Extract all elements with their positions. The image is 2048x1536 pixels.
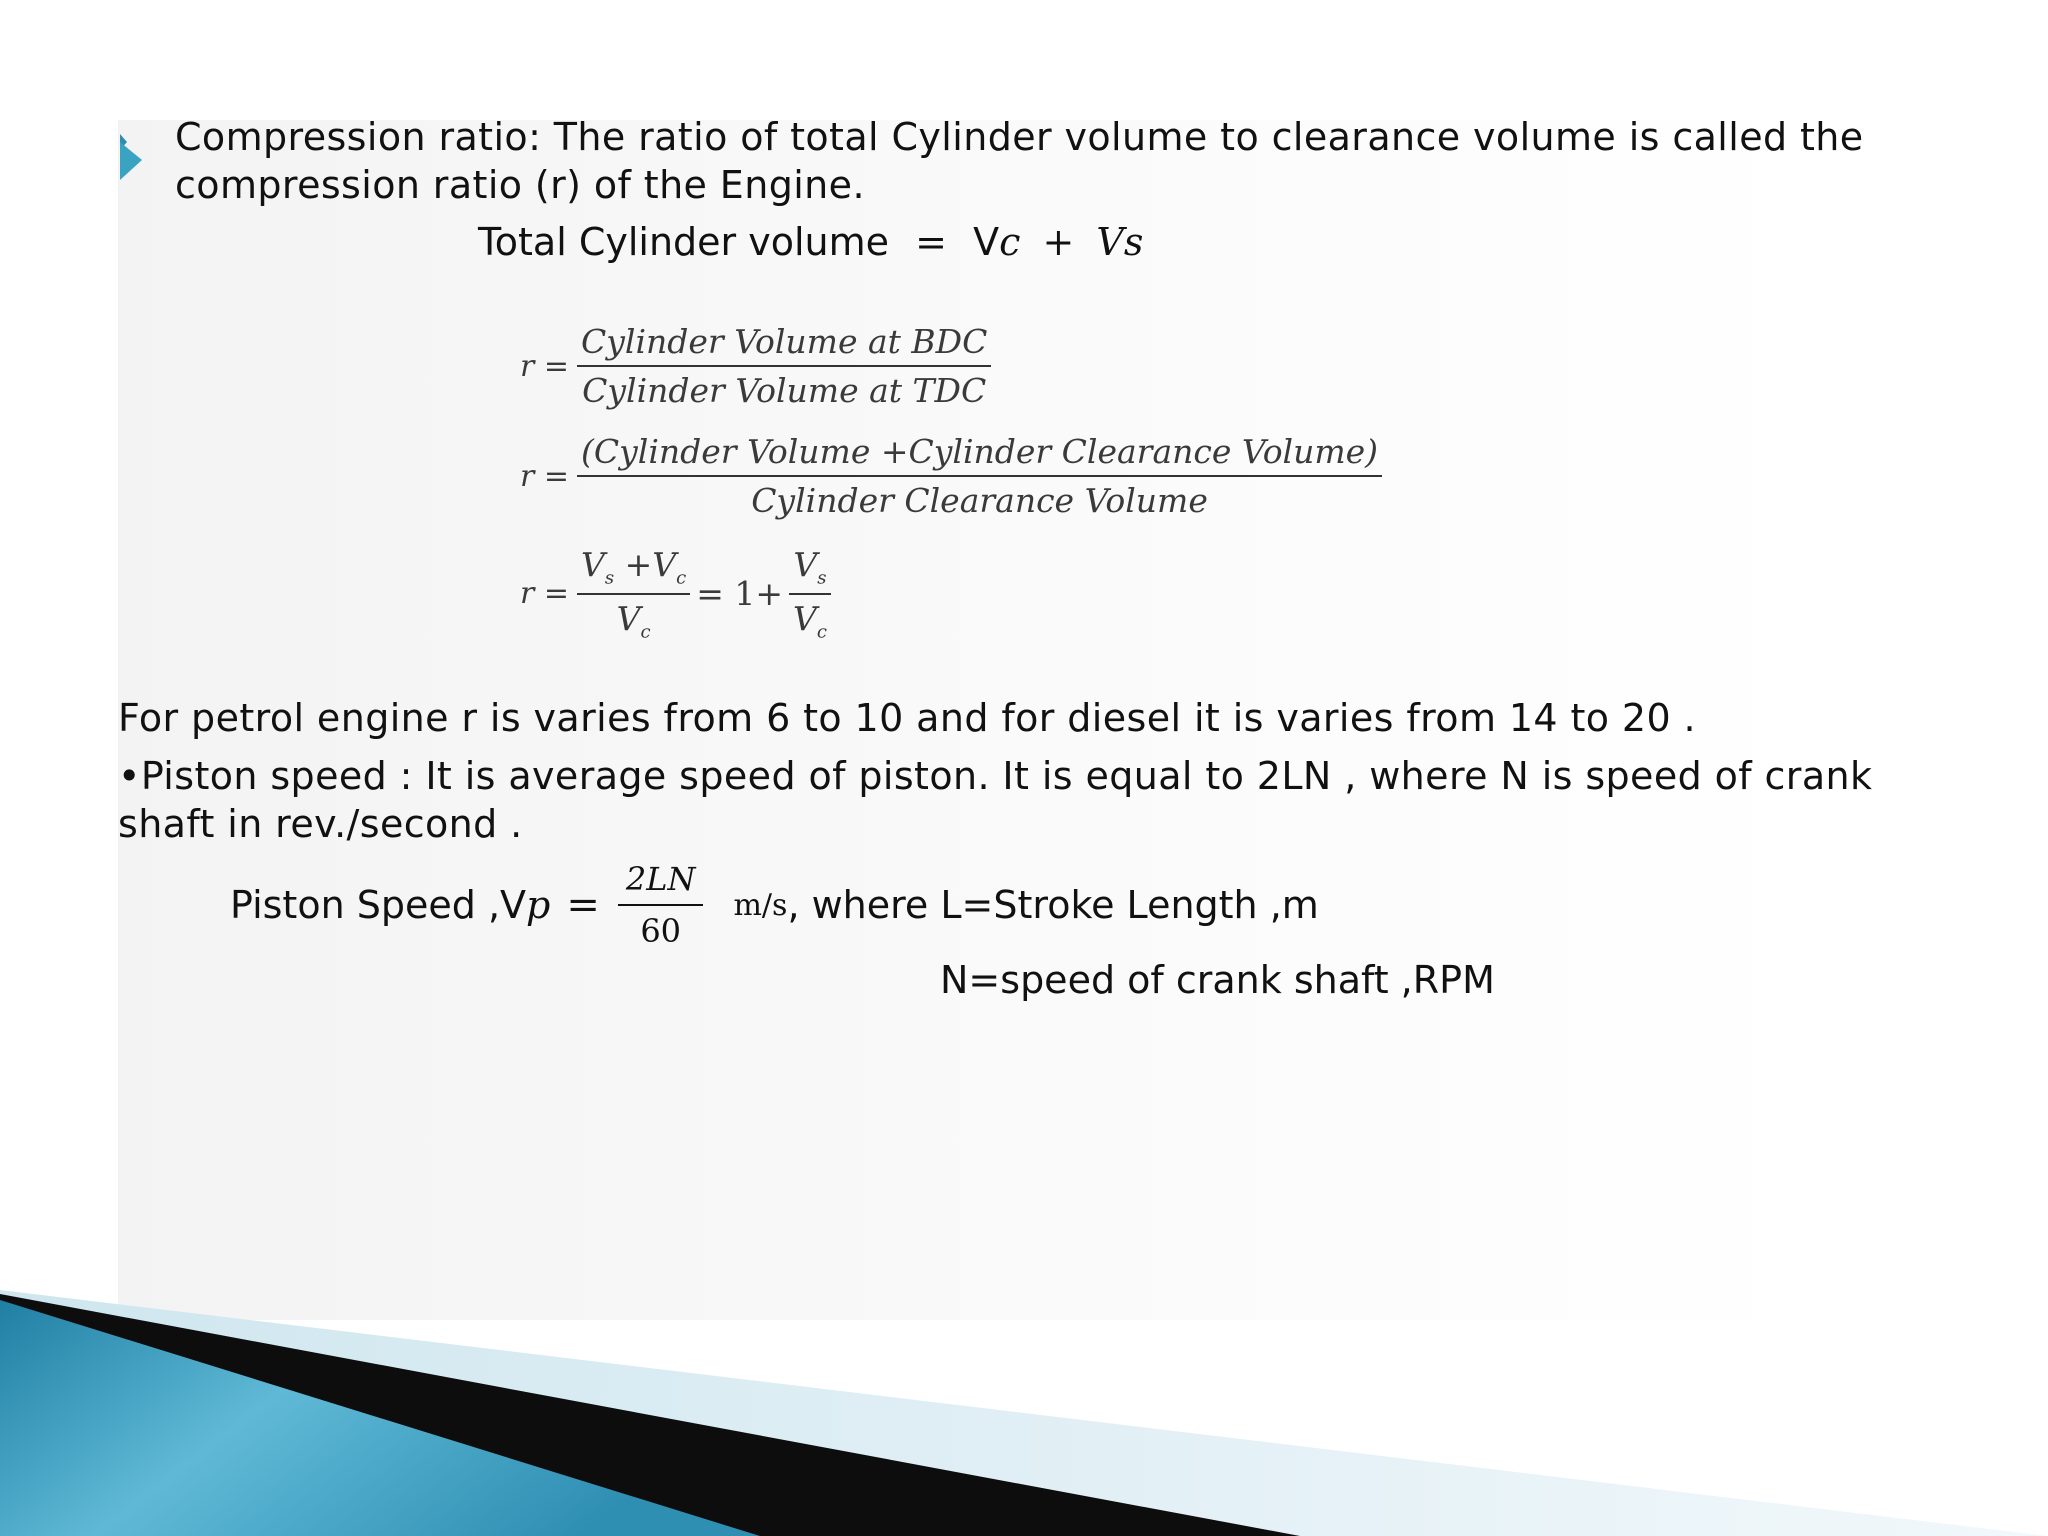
stroke-length-definition: , where L=Stroke Length ,m — [787, 883, 1319, 927]
petrol-diesel-ratio-text: For petrol engine r is varies from 6 to 10 and for diesel it is varies from 14 to 20 . — [118, 696, 1697, 740]
r-equals: r = — [520, 348, 570, 384]
equals-sign: = — [915, 220, 947, 264]
vs-v: V — [793, 545, 818, 584]
equals-one-plus: = 1+ — [696, 574, 783, 614]
vs-sub: s — [604, 567, 615, 589]
vc-v: V — [616, 598, 641, 638]
vs-sub: s — [817, 567, 827, 589]
denominator — [613, 595, 655, 643]
fraction — [577, 432, 1382, 520]
denominator: Cylinder Volume at TDC — [582, 371, 987, 410]
total-volume-label: Total Cylinder volume — [478, 220, 890, 264]
fraction-vs-plus-vc-over-vc — [577, 545, 690, 642]
c-subscript: c — [999, 220, 1021, 264]
v-symbol: V — [973, 220, 1000, 264]
numerator: Cylinder Volume at BDC — [577, 322, 991, 367]
formula-ratio-symbols — [520, 545, 831, 642]
r-equals: r = — [520, 458, 570, 494]
rpm-definition: N=speed of crank shaft ,RPM — [940, 958, 1495, 1002]
fraction — [577, 322, 991, 410]
compression-ratio-line-2: compression ratio (r) of the Engine. — [175, 163, 865, 207]
plus-vc: +V — [614, 545, 677, 584]
vs-symbol: Vs — [1096, 220, 1144, 264]
piston-speed-equation — [230, 860, 1319, 950]
vc-sub: c — [640, 621, 651, 643]
unit-ms: m/s — [733, 887, 788, 923]
decorative-corner — [0, 1280, 2048, 1536]
plus-sign: + — [1042, 220, 1075, 264]
compression-ratio-line-1: Compression ratio: The ratio of total Cylinder volume to clearance volume is called the — [175, 115, 1864, 159]
r-equals: r = — [520, 576, 570, 612]
formula-ratio-bdc-tdc — [520, 322, 991, 410]
piston-speed-line-2: shaft in rev./second . — [118, 802, 523, 846]
vc-sub: c — [676, 567, 687, 589]
formula-ratio-clearance — [520, 432, 1382, 520]
denominator: 60 — [640, 912, 682, 950]
denominator: Cylinder Clearance Volume — [751, 481, 1208, 520]
fraction-2ln-over-60 — [618, 860, 704, 950]
numerator: (Cylinder Volume +Cylinder Clearance Volume) — [577, 432, 1382, 477]
piston-speed-line-1: •Piston speed : It is average speed of piston. It is equal to 2LN , where N is speed of crank — [118, 754, 1873, 798]
numerator — [577, 545, 690, 595]
fraction-vs-over-vc — [789, 545, 831, 642]
total-cylinder-volume-equation — [478, 220, 1143, 264]
numerator: 2LN — [618, 860, 704, 906]
numerator — [789, 545, 830, 595]
vc-v: V — [792, 598, 817, 638]
vs-v: V — [581, 545, 605, 584]
p-subscript: p — [526, 883, 551, 927]
piston-speed-label: Piston Speed ,V — [230, 883, 527, 927]
equals-sign: = — [566, 882, 600, 928]
vc-sub: c — [816, 621, 827, 643]
denominator — [789, 595, 831, 643]
bullet-arrow-icon — [118, 128, 144, 186]
